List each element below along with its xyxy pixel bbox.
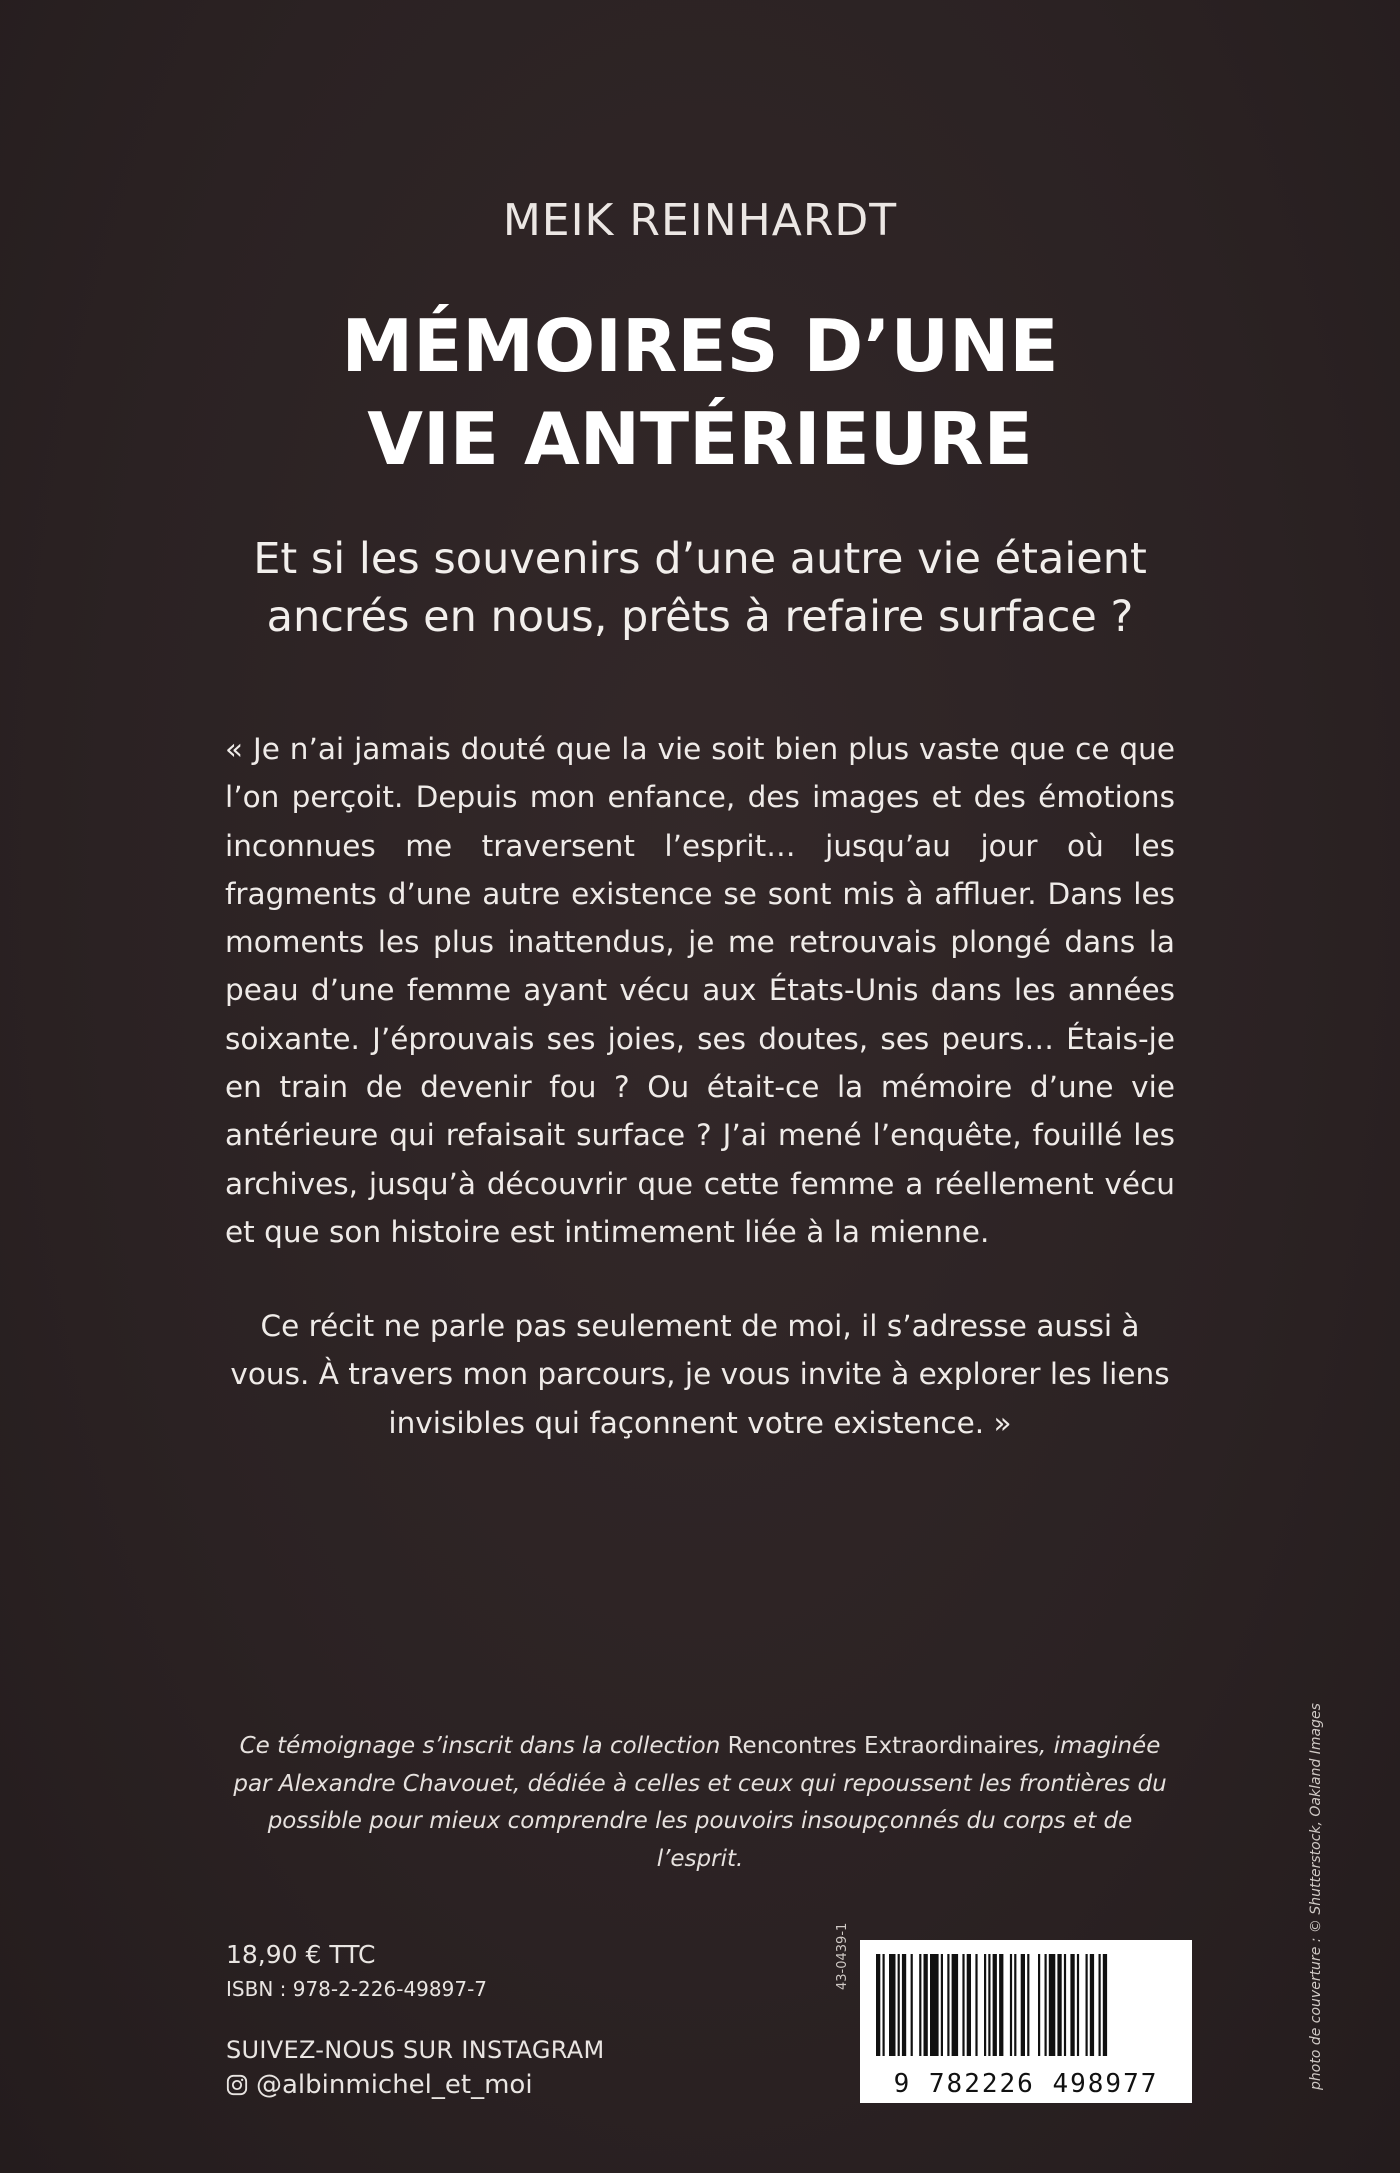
title-line-1: MÉMOIRES D’UNE	[341, 304, 1059, 388]
barcode-bar	[1086, 1954, 1088, 2056]
instagram-handle: @albinmichel_et_moi	[256, 2070, 533, 2100]
barcode-bar	[952, 1954, 959, 2056]
barcode-bar	[967, 1954, 971, 2056]
barcode-bar	[1038, 1954, 1040, 2056]
title-line-2: VIE ANTÉRIEURE	[367, 397, 1033, 481]
barcode-bar	[1057, 1954, 1061, 2056]
barcode-bar	[902, 1954, 906, 2056]
barcode-bar	[993, 1954, 997, 2056]
blurb-paragraph-2: Ce récit ne parle pas seulement de moi, il s’adresse aussi à vous. À travers mon parcours, je vous invite à explorer les liens invisibles qui façonnent votre existence. »	[230, 1309, 1170, 1440]
barcode-bar	[930, 1954, 939, 2056]
instagram-handle-row	[226, 2068, 533, 2102]
author-name: MEIK REINHARDT	[502, 195, 898, 246]
barcode-digits: 9 782226 498977	[893, 2069, 1159, 2099]
barcode-bar	[1027, 1954, 1029, 2056]
barcode-bar	[1010, 1954, 1012, 2056]
collection-text-after: , imaginée par Alexandre Chavouet, dédiée à celles et ceux qui repoussent les frontières du possible pour mieux comprendre les pouvoirs insoupçonnés du corps et de l’esprit.	[233, 1733, 1167, 1872]
barcode-bar	[988, 1954, 990, 2056]
barcode-bar	[911, 1954, 913, 2056]
barcode-bar	[919, 1954, 921, 2056]
barcode-bar	[1070, 1954, 1074, 2056]
barcode-bar	[1049, 1954, 1056, 2056]
barcode-bar	[1103, 1954, 1107, 2056]
product-code: 43-0439-1	[835, 1922, 850, 1990]
collection-text-before: Ce témoignage s’inscrit dans la collection	[239, 1733, 728, 1759]
collection-name: Rencontres Extraordinaires	[727, 1733, 1039, 1759]
barcode-bar	[924, 1954, 928, 2056]
instagram-follow-label: SUIVEZ-NOUS SUR INSTAGRAM	[226, 2036, 605, 2064]
barcode-bar	[1064, 1954, 1066, 2056]
photo-credit: photo de couverture : © Shutterstock, Oakland Images	[1308, 1703, 1324, 2090]
barcode-bar	[876, 1954, 880, 2056]
barcode-bar	[941, 1954, 943, 2056]
instagram-icon	[226, 2074, 248, 2096]
barcode-bar	[984, 1954, 986, 2056]
barcode-bar	[947, 1954, 949, 2056]
isbn: ISBN : 978-2-226-49897-7	[226, 1977, 488, 2001]
barcode-bar	[999, 1954, 1003, 2056]
barcode-bar	[1099, 1954, 1101, 2056]
collection-note	[230, 1728, 1170, 1878]
barcode-bar	[975, 1954, 977, 2056]
tagline: Et si les souvenirs d’une autre vie étaient ancrés en nous, prêts à refaire surface ?	[253, 534, 1147, 642]
barcode-bar	[1090, 1954, 1094, 2056]
price: 18,90 € TTC	[226, 1940, 376, 1969]
barcode	[860, 1940, 1192, 2103]
blurb-paragraph-1: « Je n’ai jamais douté que la vie soit bien plus vaste que ce que l’on perçoit. Depuis mon enfance, des images et des émotions inconnues me traversent l’esprit… jusqu’au jour où les fragments d’une autre existence se sont mis à affluer. Dans les moments les plus inattendus, je me retrouvais plongé dans la peau d’une femme ayant vécu aux États-Unis dans les années soixante. J’éprouvais ses joies, ses doutes, ses peurs… Étais-je en train de devenir fou ? Ou était-ce la mémoire d’une vie antérieure qui refaisait surface ? J’ai mené l’enquête, fouillé les archives, jusqu’à découvrir que cette femme a réellement vécu et que son histoire est intimement liée à la mienne.	[225, 732, 1175, 1249]
barcode-bars	[876, 1954, 1176, 2056]
barcode-bar	[898, 1954, 900, 2056]
barcode-bar	[962, 1954, 964, 2056]
barcode-bar	[1077, 1954, 1079, 2056]
barcode-bar	[1045, 1954, 1047, 2056]
barcode-bar	[883, 1954, 885, 2056]
barcode-bar	[1014, 1954, 1016, 2056]
book-title	[0, 300, 1400, 486]
barcode-bar	[1021, 1954, 1025, 2056]
barcode-bar	[889, 1954, 896, 2056]
